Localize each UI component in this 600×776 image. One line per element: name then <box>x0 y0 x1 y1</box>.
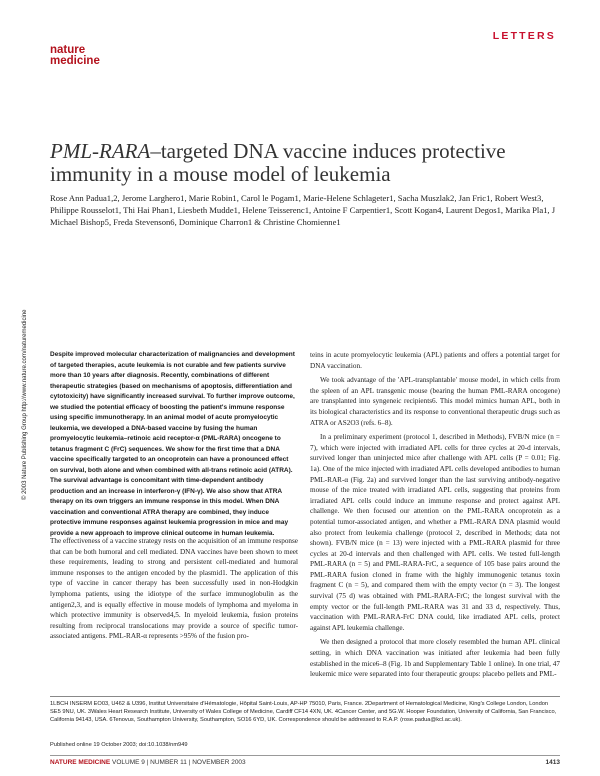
page-footer <box>50 759 560 766</box>
affiliations: 1LBCH INSERM EO03, U462 & U396, Institut Universitaire d'Hématologie, Hôpital Saint-Louis, AP-HP 75010, Paris, France. 2Department of Hematological Medicine, King's College London, London SE5 9NU, UK. 3Wales Heart Research Institute, University of Wales College of Medicine, Cardiff CF14 4XN, UK. 4Cancer Center, and 5G.W. Hooper Foundation, University of California, San Francisco, California 94143, USA. 6Tenovus, Southampton University, Southampton, SO16 6YD, UK. Correspondence should be addressed to R.A.P. (rose.padua@kcl.ac.uk). <box>50 701 557 723</box>
section-label: LETTERS <box>492 30 556 42</box>
title-rest: –targeted DNA vaccine induces protective immunity in a mouse model of leukemia <box>50 139 506 186</box>
body-paragraph: We took advantage of the 'APL-transplantable' mouse model, in which cells from the spleen of an APL transgenic mouse (bearing the human PML-RARA oncogene) are transplanted into syngeneic recipients6. This model mimics human APL, both in its biological characteristics and its response to conventional therapeutic drugs such as ATRA or AS2O3 (refs. 6–8). <box>310 376 560 427</box>
page-number: 1413 <box>545 759 560 766</box>
body-paragraph: We then designed a protocol that more closely resembled the human APL clinical setting, in which DNA vaccination was initiated after leukemia had been fully established in the mice6–8 (Fig. 1b and Supplementary Table 1 online). In one trial, 47 leukemic mice were separated into four therapeutic groups: placebo pellets and PML- <box>310 638 560 679</box>
publication-info: Published online 19 October 2003; doi:10.1038/nm949 <box>50 742 188 748</box>
copyright-text: © 2003 Nature Publishing Group http://www.nature.com/naturemedicine <box>22 309 28 500</box>
footer-journal: NATURE MEDICINE <box>50 759 111 766</box>
intro-paragraph: The effectiveness of a vaccine strategy rests on the acquisition of an immune response that can be both humoral and cell mediated. DNA vaccines have been shown to meet these requirements, leading to strong and persistent cell-mediated and humoral immune responses to the antigen encoded by the plasmid1. The application of this type of vaccine in cancer therapy has been successfully used in non-Hodgkin lymphoma patients, using the idiotype of the surface immunoglobulin as the antigen2,3, and is equally effective in mouse models of lymphoma and myeloma in which protective immunity is observed4,5. In myeloid leukemia, fusion proteins resulting from reciprocal translocations may provide a source of specific tumor-associated antigens. PML-RAR-α represents >95% of the fusion pro- <box>50 537 298 641</box>
logo-line-nature: nature <box>50 44 86 56</box>
article-title <box>50 140 560 186</box>
body-paragraph: teins in acute promyelocytic leukemia (APL) patients and offers a potential target for DNA vaccination. <box>310 351 560 370</box>
abstract: Despite improved molecular characterization of malignancies and development of targeted therapies, acute leukemia is not curable and few patients survive more than 10 years after diagnosis. Recently, combinations of different therapeutic strategies (based on mechanisms of apoptosis, differentiation and cytotoxicity) have significantly increased survival. To further improve outcome, we studied the potential efficacy of boosting the patient's immune response using specific immunotherapy. In an animal model of acute promyelocytic leukemia, we developed a DNA-based vaccine by fusing the human promyelocytic leukemia–retinoic acid receptor-α (PML-RARA) oncogene to tetanus fragment C (FrC) sequences. We show for the first time that a DNA vaccine specifically targeted to an oncoprotein can have a pronounced effect on survival, both alone and when combined with all-trans retinoic acid (ATRA). The survival advantage is concomitant with time-dependent antibody production and an increase in interferon-γ (IFN-γ). We also show that ATRA therapy on its own triggers an immune response in this model. When DNA vaccination and conventional ATRA therapy are combined, they induce protective immune responses against leukemia progression in mice and may provide a new approach to improve clinical outcome in human leukemia. <box>50 351 295 537</box>
affiliation-divider <box>50 696 560 697</box>
title-gene: PML-RARA <box>50 139 151 163</box>
logo-line-medicine: medicine <box>50 55 100 67</box>
footer-volume: VOLUME 9 | NUMBER 11 | NOVEMBER 2003 <box>112 759 246 766</box>
right-column <box>310 350 560 684</box>
journal-logo <box>50 45 100 67</box>
copyright-sidebar <box>12 160 26 500</box>
author-list: Rose Ann Padua1,2, Jerome Larghero1, Marie Robin1, Carol le Pogam1, Marie-Helene Schlageter1, Sacha Muszlak2, Jan Fric1, Robert West3, Philippe Rousselot1, Thi Hai Phan1, Liesbeth Mudde1, Helene Teisserenc1, Antoine F Carpentier1, Scott Kogan4, Laurent Degos1, Marika Pla1, J Michael Bishop5, Freda Stevenson6, Dominique Charron1 & Christine Chomienne1 <box>50 193 556 227</box>
footer-divider <box>50 755 560 756</box>
body-paragraph: In a preliminary experiment (protocol 1, described in Methods), FVB/N mice (n = 7), which were injected with irradiated APL cells for three cycles at 20-d intervals, survived longer than uninjected mice after challenge with APL cells (P = 0.01; Fig. 1a). One of the mice injected with irradiated APL cells developed antibodies to human PML-RAR-α (Fig. 2a) and survived longer than the last surviving antibody-negative mouse of the mice treated with irradiated APL cells, suggesting that proteins from irradiated APL cells could induce an immune response and protect against APL challenge. We then focused our attention on the PML-RARA oncoprotein as a potential tumor-associated antigen, and whether a PML-RARA DNA plasmid would also protect from leukemia challenge (protocol 2, described in Methods; data not shown). FVB/N mice (n = 13) were injected with a PML-RARA plasmid for three cycles at 20-d intervals and then challenged with APL cells. We tested full-length PML-RARA (n = 5) and PML-RARA-FrC, a sequence of 105 base pairs around the PML-RARA fusion cloned in frame with the highly immunogenic tetanus toxin fragment C (n = 5), and compared them with the empty vector (n = 3). The longest survival (75 d) was obtained with PML-RARA-FrC; the longest survival with the empty vector or the full-length PML-RARA was 31 and 33 d, respectively. Thus, vaccination with PML-RARA-FrC DNA could, like irradiated APL cells, protect against APL leukemia challenge. <box>310 433 560 632</box>
